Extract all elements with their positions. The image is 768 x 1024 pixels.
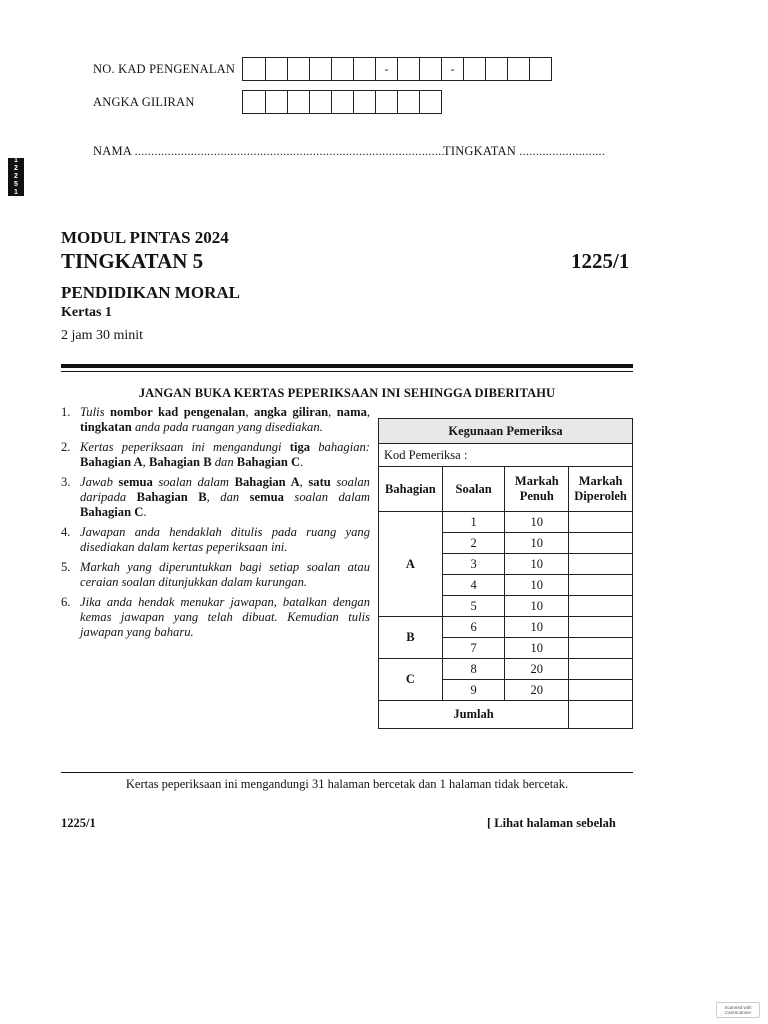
full-marks-cell: 20 — [505, 659, 569, 680]
instruction-text-segment: angka giliran — [254, 405, 329, 419]
angka-digit-box[interactable] — [287, 91, 309, 113]
question-number-cell: 1 — [442, 512, 505, 533]
instruction-text-segment: , — [299, 475, 309, 489]
col-header-markah-penuh: Markah Penuh — [505, 467, 569, 512]
instruction-text-segment: Bahagian A — [234, 475, 300, 489]
ic-digit-box[interactable] — [529, 58, 551, 80]
instruction-text-segment: Kertas peperiksaan ini mengandungi — [80, 440, 290, 454]
full-marks-cell: 10 — [505, 554, 569, 575]
tingkatan-label: TINGKATAN — [443, 144, 517, 158]
obtained-marks-cell[interactable] — [569, 617, 633, 638]
side-tab-char: 2 — [14, 173, 18, 180]
obtained-marks-cell[interactable] — [569, 638, 633, 659]
ic-digit-box[interactable]: - — [375, 58, 397, 80]
instruction-text — [80, 525, 370, 555]
instruction-text — [80, 475, 370, 520]
nama-field[interactable] — [93, 144, 445, 159]
instruction-text-segment: tingkatan — [80, 420, 132, 434]
instruction-number: 2. — [61, 440, 71, 454]
obtained-marks-cell[interactable] — [569, 512, 633, 533]
question-number-cell: 3 — [442, 554, 505, 575]
instruction-text-segment: soalan dalam — [152, 475, 235, 489]
ic-digit-box[interactable]: - — [441, 58, 463, 80]
instruction-text-segment: , — [245, 405, 255, 419]
instruction-text-segment: , — [328, 405, 337, 419]
examiner-code-field: Kod Pemeriksa : — [379, 444, 633, 467]
instruction-text-segment: semua — [118, 475, 153, 489]
instruction-text-segment: Markah yang diperuntukkan bagi setiap soalan atau ceraian soalan ditunjukkan dalam kurungan. — [80, 560, 370, 589]
paper-number: Kertas 1 — [61, 305, 112, 320]
full-marks-cell: 10 — [505, 533, 569, 554]
col-header-bahagian: Bahagian — [379, 467, 443, 512]
instruction-text-segment: , dan — [206, 490, 250, 504]
obtained-marks-cell[interactable] — [569, 659, 633, 680]
angka-digit-box[interactable] — [419, 91, 441, 113]
instruction-text-segment: Bahagian A — [80, 455, 143, 469]
angka-digit-box[interactable] — [265, 91, 287, 113]
instruction-text-segment: Bahagian C — [80, 505, 144, 519]
ic-label: NO. KAD PENGENALAN — [93, 62, 236, 76]
obtained-marks-cell[interactable] — [569, 554, 633, 575]
full-marks-cell: 10 — [505, 617, 569, 638]
instruction-number: 3. — [61, 475, 71, 489]
instruction-text-segment: soalan dalam — [283, 490, 370, 504]
instruction-text-segment: nombor kad pengenalan — [110, 405, 246, 419]
header-divider-thick — [61, 364, 633, 368]
instruction-text-segment: , — [366, 405, 371, 419]
instruction-text-segment: satu — [308, 475, 331, 489]
footer-divider — [61, 772, 633, 773]
instruction-text — [80, 440, 370, 470]
footer-paper-code: 1225/1 — [61, 816, 96, 830]
table-row — [379, 617, 633, 638]
angka-giliran-label: ANGKA GILIRAN — [93, 95, 195, 109]
instruction-item — [61, 440, 370, 470]
side-code-tab — [8, 158, 24, 196]
instruction-text-segment: dan — [211, 455, 237, 469]
instruction-number: 6. — [61, 595, 71, 609]
full-marks-cell: 20 — [505, 680, 569, 701]
full-marks-cell: 10 — [505, 638, 569, 659]
angka-giliran-boxes[interactable] — [242, 90, 442, 114]
header-divider-thin — [61, 371, 633, 372]
instruction-text-segment: Jika anda hendak menukar jawapan, batalkan dengan kemas jawapan yang telah dibuat. Kemudian tulis jawapan yang baharu. — [80, 595, 370, 639]
question-number-cell: 8 — [442, 659, 505, 680]
ic-digit-box[interactable] — [287, 58, 309, 80]
instruction-text-segment: . — [300, 455, 304, 469]
obtained-marks-cell[interactable] — [569, 575, 633, 596]
examiner-table-title: Kegunaan Pemeriksa — [379, 419, 633, 444]
exam-duration: 2 jam 30 minit — [61, 328, 144, 343]
instruction-text — [80, 560, 370, 590]
question-number-cell: 5 — [442, 596, 505, 617]
instruction-text-segment: Tulis — [80, 405, 111, 419]
tingkatan-field[interactable] — [443, 144, 605, 159]
do-not-open-warning: JANGAN BUKA KERTAS PEPERIKSAAN INI SEHINGGA DIBERITAHU — [138, 386, 556, 400]
table-row — [379, 659, 633, 680]
instruction-text-segment: Bahagian B — [136, 490, 207, 504]
side-tab-char: 1 — [14, 189, 18, 196]
ic-digit-box[interactable] — [507, 58, 529, 80]
ic-digit-box[interactable] — [485, 58, 507, 80]
instruction-text-segment: , — [142, 455, 149, 469]
angka-digit-box[interactable] — [243, 91, 265, 113]
instruction-text-segment: semua — [249, 490, 284, 504]
ic-digit-box[interactable] — [463, 58, 485, 80]
instruction-item — [61, 525, 370, 555]
instruction-text-segment: tiga — [289, 440, 311, 454]
instruction-text-segment: . — [143, 505, 147, 519]
full-marks-cell: 10 — [505, 575, 569, 596]
instruction-text — [80, 595, 370, 640]
total-obtained-cell[interactable] — [569, 701, 633, 729]
question-number-cell: 2 — [442, 533, 505, 554]
angka-digit-box[interactable] — [397, 91, 419, 113]
instruction-text-segment: Jawab — [80, 475, 119, 489]
watermark-line-1: Scanned with — [724, 1005, 752, 1010]
instruction-item — [61, 560, 370, 590]
angka-digit-box[interactable] — [331, 91, 353, 113]
question-number-cell: 9 — [442, 680, 505, 701]
page-count-note: Kertas peperiksaan ini mengandungi 31 halaman bercetak dan 1 halaman tidak bercetak. — [125, 777, 569, 791]
instruction-text-segment: Jawapan anda hendaklah ditulis pada ruang yang disediakan dalam kertas peperiksaan ini. — [80, 525, 370, 554]
ic-digit-box[interactable] — [397, 58, 419, 80]
question-number-cell: 7 — [442, 638, 505, 659]
ic-digit-box[interactable] — [331, 58, 353, 80]
instructions-list — [61, 405, 370, 645]
side-tab-char: 5 — [14, 181, 18, 188]
section-cell: B — [379, 617, 443, 659]
instruction-item — [61, 405, 370, 435]
full-marks-cell: 10 — [505, 596, 569, 617]
instruction-text-segment: soalan daripada — [80, 475, 370, 504]
instruction-text-segment: nama — [336, 405, 367, 419]
table-row — [379, 512, 633, 533]
angka-digit-box[interactable] — [309, 91, 331, 113]
instruction-number: 4. — [61, 525, 71, 539]
camscanner-watermark — [716, 1002, 760, 1018]
side-tab-char: 2 — [14, 165, 18, 172]
obtained-marks-cell[interactable] — [569, 533, 633, 554]
section-cell: A — [379, 512, 443, 617]
ic-digit-box[interactable] — [353, 58, 375, 80]
ic-digit-box[interactable] — [419, 58, 441, 80]
col-header-soalan: Soalan — [442, 467, 505, 512]
instruction-text-segment: bahagian: — [310, 440, 371, 454]
obtained-marks-cell[interactable] — [569, 596, 633, 617]
subject-title: PENDIDIKAN MORAL — [61, 283, 240, 302]
module-title: MODUL PINTAS 2024 — [61, 228, 229, 247]
paper-code: 1225/1 — [571, 249, 630, 273]
instruction-item — [61, 595, 370, 640]
instruction-text-segment: anda pada ruangan yang disediakan. — [131, 420, 323, 434]
nama-dotted-line: .............................................................................................. — [134, 144, 445, 158]
tingkatan-dotted-line: .......................... — [519, 144, 606, 158]
ic-digit-box[interactable] — [265, 58, 287, 80]
form-level: TINGKATAN 5 — [61, 249, 204, 273]
see-next-page-note: [ Lihat halaman sebelah — [487, 816, 616, 830]
total-label: Jumlah — [379, 701, 569, 729]
angka-digit-box[interactable] — [375, 91, 397, 113]
instruction-number: 1. — [61, 405, 71, 419]
section-cell: C — [379, 659, 443, 701]
side-tab-char: 1 — [14, 157, 18, 164]
obtained-marks-cell[interactable] — [569, 680, 633, 701]
watermark-line-2: CamScanner — [724, 1010, 752, 1015]
nama-label: NAMA — [93, 144, 132, 158]
angka-digit-box[interactable] — [353, 91, 375, 113]
question-number-cell: 6 — [442, 617, 505, 638]
full-marks-cell: 10 — [505, 512, 569, 533]
ic-digit-box[interactable] — [243, 58, 265, 80]
ic-number-boxes[interactable] — [242, 57, 552, 81]
instruction-text-segment: Bahagian C — [236, 455, 301, 469]
examiner-table — [378, 418, 633, 729]
col-header-markah-diperoleh: Markah Diperoleh — [569, 467, 633, 512]
ic-digit-box[interactable] — [309, 58, 331, 80]
instruction-number: 5. — [61, 560, 71, 574]
question-number-cell: 4 — [442, 575, 505, 596]
instruction-item — [61, 475, 370, 520]
instruction-text — [80, 405, 370, 435]
instruction-text-segment: Bahagian B — [148, 455, 212, 469]
